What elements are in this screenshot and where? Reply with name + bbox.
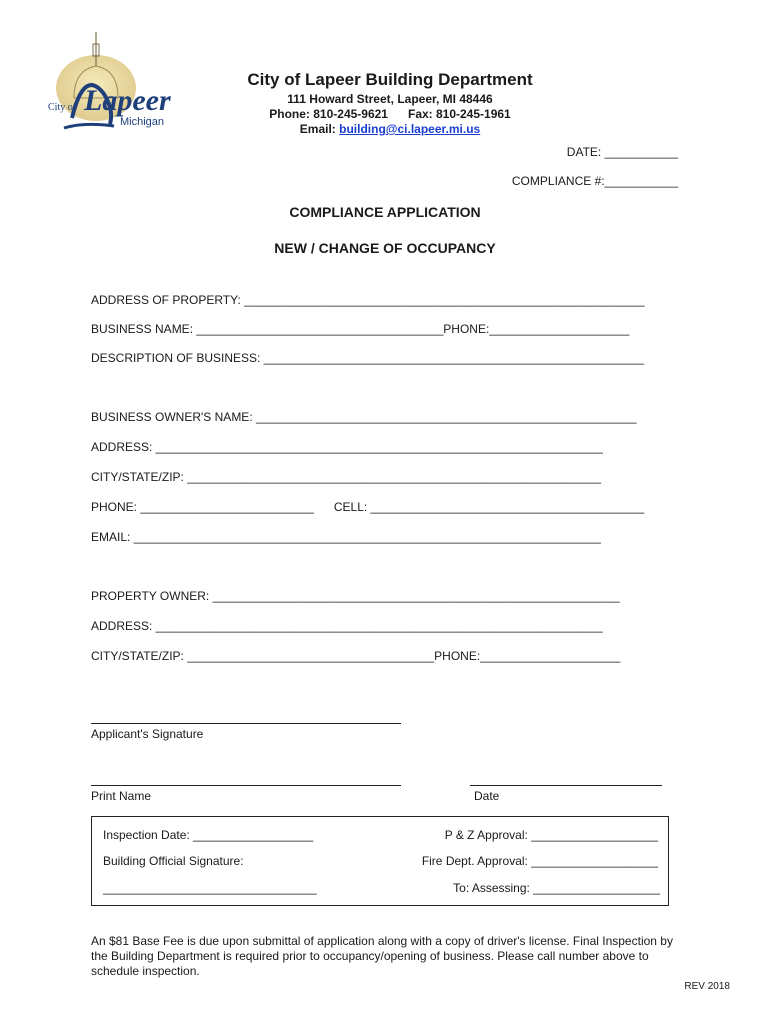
applicant-signature-line[interactable]: [91, 723, 401, 724]
building-official-signature-line[interactable]: ________________________________: [103, 881, 317, 895]
email-link[interactable]: building@ci.lapeer.mi.us: [339, 122, 481, 136]
building-official-signature-label: Building Official Signature:: [103, 854, 244, 868]
inspection-date-field[interactable]: Inspection Date: __________________: [103, 828, 314, 842]
fee-note: An $81 Base Fee is due upon submittal of application along with a copy of driver's license. Final Inspection by the Building Department is required prior to occupancy/opening of business. Please call number above to schedule inspection.: [91, 934, 673, 978]
description-of-business-field[interactable]: DESCRIPTION OF BUSINESS: _________________________________________________________: [91, 351, 645, 365]
address-of-property-field[interactable]: ADDRESS OF PROPERTY: ____________________________________________________________: [91, 293, 645, 307]
applicant-signature-label: Applicant's Signature: [91, 727, 204, 741]
to-assessing-field[interactable]: To: Assessing: ___________________: [453, 881, 660, 895]
fire-dept-approval-field[interactable]: Fire Dept. Approval: ___________________: [421, 854, 658, 868]
print-name-line[interactable]: [91, 785, 401, 786]
print-name-label: Print Name: [91, 789, 152, 803]
business-name-phone-field[interactable]: BUSINESS NAME: _____________________________________PHONE:_____________________: [91, 322, 630, 336]
owner-city-state-zip-field[interactable]: CITY/STATE/ZIP: ______________________________________________________________: [91, 470, 602, 484]
svg-text:City of: City of: [48, 102, 77, 113]
department-phone-fax: Phone: 810-245-9621 Fax: 810-245-1961: [269, 107, 511, 121]
svg-text:Michigan: Michigan: [120, 116, 165, 128]
city-logo: [44, 28, 194, 143]
pz-approval-field[interactable]: P & Z Approval: ___________________: [444, 828, 658, 842]
email-label: Email:: [299, 122, 336, 136]
property-address-field[interactable]: ADDRESS: ___________________________________________________________________: [91, 619, 603, 633]
office-use-box: [91, 816, 669, 906]
property-owner-field[interactable]: PROPERTY OWNER: _____________________________________________________________: [91, 589, 620, 603]
property-city-phone-field[interactable]: CITY/STATE/ZIP: _____________________________________PHONE:_____________________: [91, 649, 621, 663]
revision-label: REV 2018: [684, 981, 730, 992]
owner-phone-cell-field[interactable]: PHONE: __________________________ CELL: _________________________________________: [91, 500, 645, 514]
department-address: 111 Howard Street, Lapeer, MI 48446: [287, 92, 493, 106]
compliance-number-field[interactable]: COMPLIANCE #:___________: [511, 174, 678, 188]
svg-text:Lapeer: Lapeer: [84, 84, 171, 117]
department-email-row: [180, 122, 600, 136]
form-subtitle: NEW / CHANGE OF OCCUPANCY: [274, 240, 496, 256]
business-owner-name-field[interactable]: BUSINESS OWNER'S NAME: _________________________________________________________: [91, 410, 637, 424]
owner-address-field[interactable]: ADDRESS: ___________________________________________________________________: [91, 440, 603, 454]
department-title: City of Lapeer Building Department: [247, 70, 533, 89]
form-title: COMPLIANCE APPLICATION: [289, 204, 481, 220]
owner-email-field[interactable]: EMAIL: ______________________________________________________________________: [91, 530, 601, 544]
date-signature-line[interactable]: [470, 785, 662, 786]
date-field[interactable]: DATE: ___________: [566, 145, 678, 159]
city-hall-dome-icon: [44, 28, 194, 143]
date-signature-label: Date: [474, 789, 500, 803]
